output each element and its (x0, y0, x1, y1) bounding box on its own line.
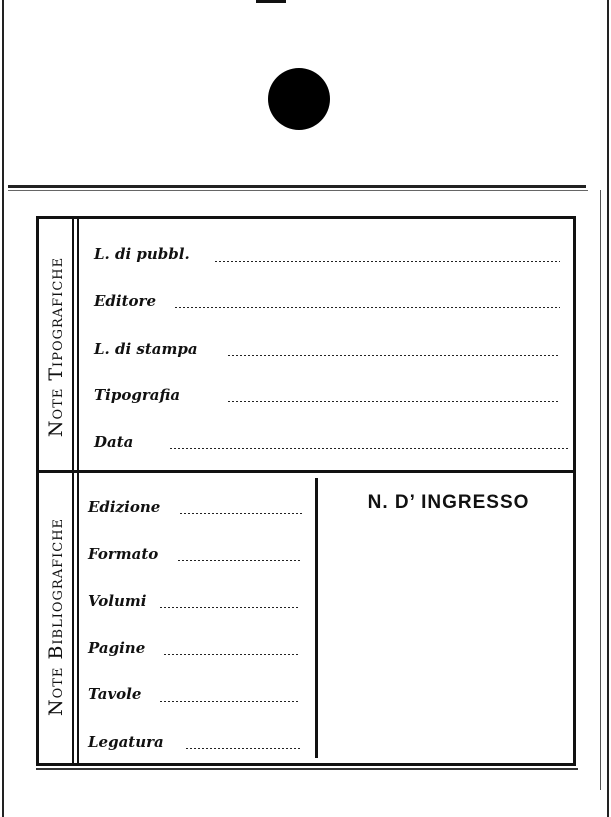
field-line-edizione[interactable] (180, 513, 302, 514)
field-line-volumi[interactable] (160, 607, 298, 608)
card-left-edge (2, 0, 4, 817)
field-line-luogo-pubblicazione[interactable] (215, 261, 560, 262)
field-label-tavole: Tavole (88, 685, 142, 703)
field-label-legatura: Legatura (88, 733, 164, 751)
field-line-luogo-stampa[interactable] (228, 355, 560, 356)
section-divider-line (77, 219, 79, 763)
field-line-data[interactable] (170, 448, 568, 449)
entry-box-divider (315, 478, 318, 758)
section-divider-line (72, 219, 74, 763)
field-label-luogo-stampa: L. di stampa (94, 340, 198, 358)
field-line-formato[interactable] (178, 560, 302, 561)
top-notch-mark (256, 0, 286, 3)
field-label-volumi: Volumi (88, 592, 147, 610)
field-line-legatura[interactable] (186, 748, 302, 749)
section-title-typographic: Note Tipografiche (45, 256, 67, 438)
field-label-luogo-pubblicazione: L. di pubbl. (94, 245, 190, 263)
bottom-rule (36, 768, 578, 770)
card-inner-edge (600, 190, 601, 790)
field-label-formato: Formato (88, 545, 159, 563)
punch-hole (268, 68, 330, 130)
section-separator (39, 470, 573, 473)
field-line-tipografia[interactable] (228, 401, 560, 402)
entry-number-title: N. D’ INGRESSO (367, 492, 530, 513)
field-line-tavole[interactable] (160, 701, 300, 702)
card-right-edge (607, 0, 609, 817)
field-label-pagine: Pagine (88, 639, 146, 657)
field-label-editore: Editore (94, 292, 156, 310)
field-label-tipografia: Tipografia (94, 386, 181, 404)
field-label-edizione: Edizione (88, 498, 161, 516)
field-label-data: Data (94, 433, 134, 451)
field-line-editore[interactable] (175, 307, 560, 308)
field-line-pagine[interactable] (164, 654, 298, 655)
fold-line (8, 185, 586, 188)
section-title-bibliographic: Note Bibliografiche (45, 517, 67, 717)
fold-shadow (8, 190, 588, 191)
